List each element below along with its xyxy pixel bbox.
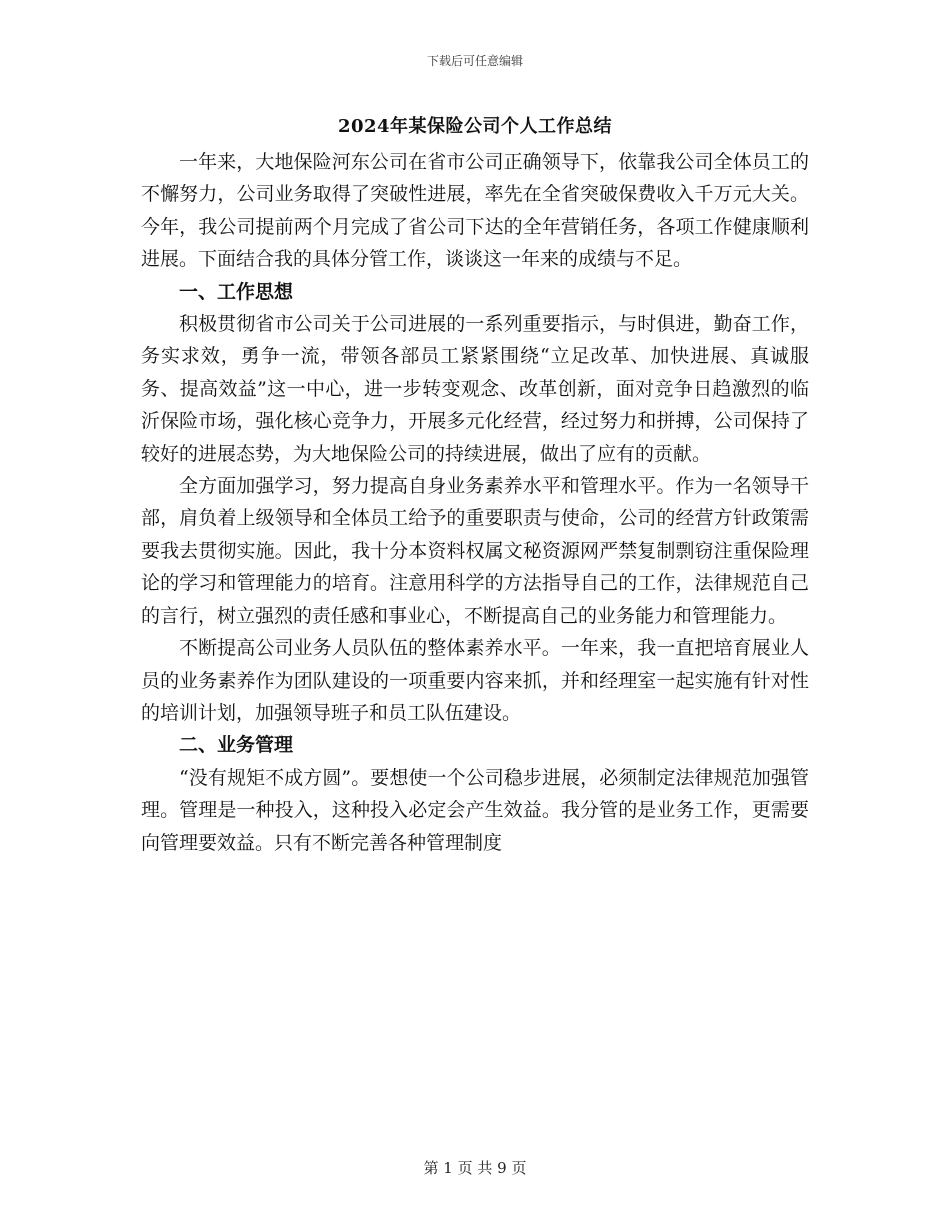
paragraph: “没有规矩不成方圆”。要想使一个公司稳步进展，必须制定法律规范加强管理。管理是一种投入，这种投入必定会产生效益。我分管的是业务工作，更需要向管理要效益。只有不断完善各种管理制度 [141,766,809,854]
document-title: 2024年某保险公司个人工作总结 [337,116,613,137]
paragraph: 不断提高公司业务人员队伍的整体素养水平。一年来，我一直把培育展业人员的业务素养作为团队建设的一项重要内容来抓，并和经理室一起实施有针对性的培训计划，加强领导班子和员工队伍建设。 [141,637,809,724]
page-number: 第 1 页 共 9 页 [423,1159,527,1177]
intro-paragraph: 一年来，大地保险河东公司在省市公司正确领导下，依靠我公司全体员工的不懈努力，公司业务取得了突破性进展，率先在全省突破保费收入千万元大关。今年，我公司提前两个月完成了省公司下达的全年营销任务，各项工作健康顺利进展。下面结合我的具体分管工作，谈谈这一年来的成绩与不足。 [141,151,809,271]
section-heading-business-management: 二、业务管理 [179,734,294,757]
page-header-note: 下载后可任意编辑 [426,54,523,68]
paragraph: 全方面加强学习，努力提高自身业务素养水平和管理水平。作为一名领导干部，肩负着上级领导和全体员工给予的重要职责与使命，公司的经营方针政策需要我去贯彻实施。因此，我十分本资料权属文秘资源网严禁复制剽窃注重保险理论的学习和管理能力的培育。注意用科学的方法指导自己的工作，法律规范自己的言行，树立强烈的责任感和事业心，不断提高自己的业务能力和管理能力。 [141,475,809,627]
section-heading-work-thoughts: 一、工作思想 [179,280,294,303]
document-body [141,146,809,859]
paragraph: 积极贯彻省市公司关于公司进展的一系列重要指示，与时俱进，勤奋工作，务实求效，勇争一流，带领各部员工紧紧围绕“立足改革、加快进展、真诚服务、提高效益”这一中心，进一步转变观念、改革创新，面对竞争日趋激烈的临沂保险市场，强化核心竞争力，开展多元化经营，经过努力和拼搏，公司保持了较好的进展态势，为大地保险公司的持续进展，做出了应有的贡献。 [141,313,809,465]
